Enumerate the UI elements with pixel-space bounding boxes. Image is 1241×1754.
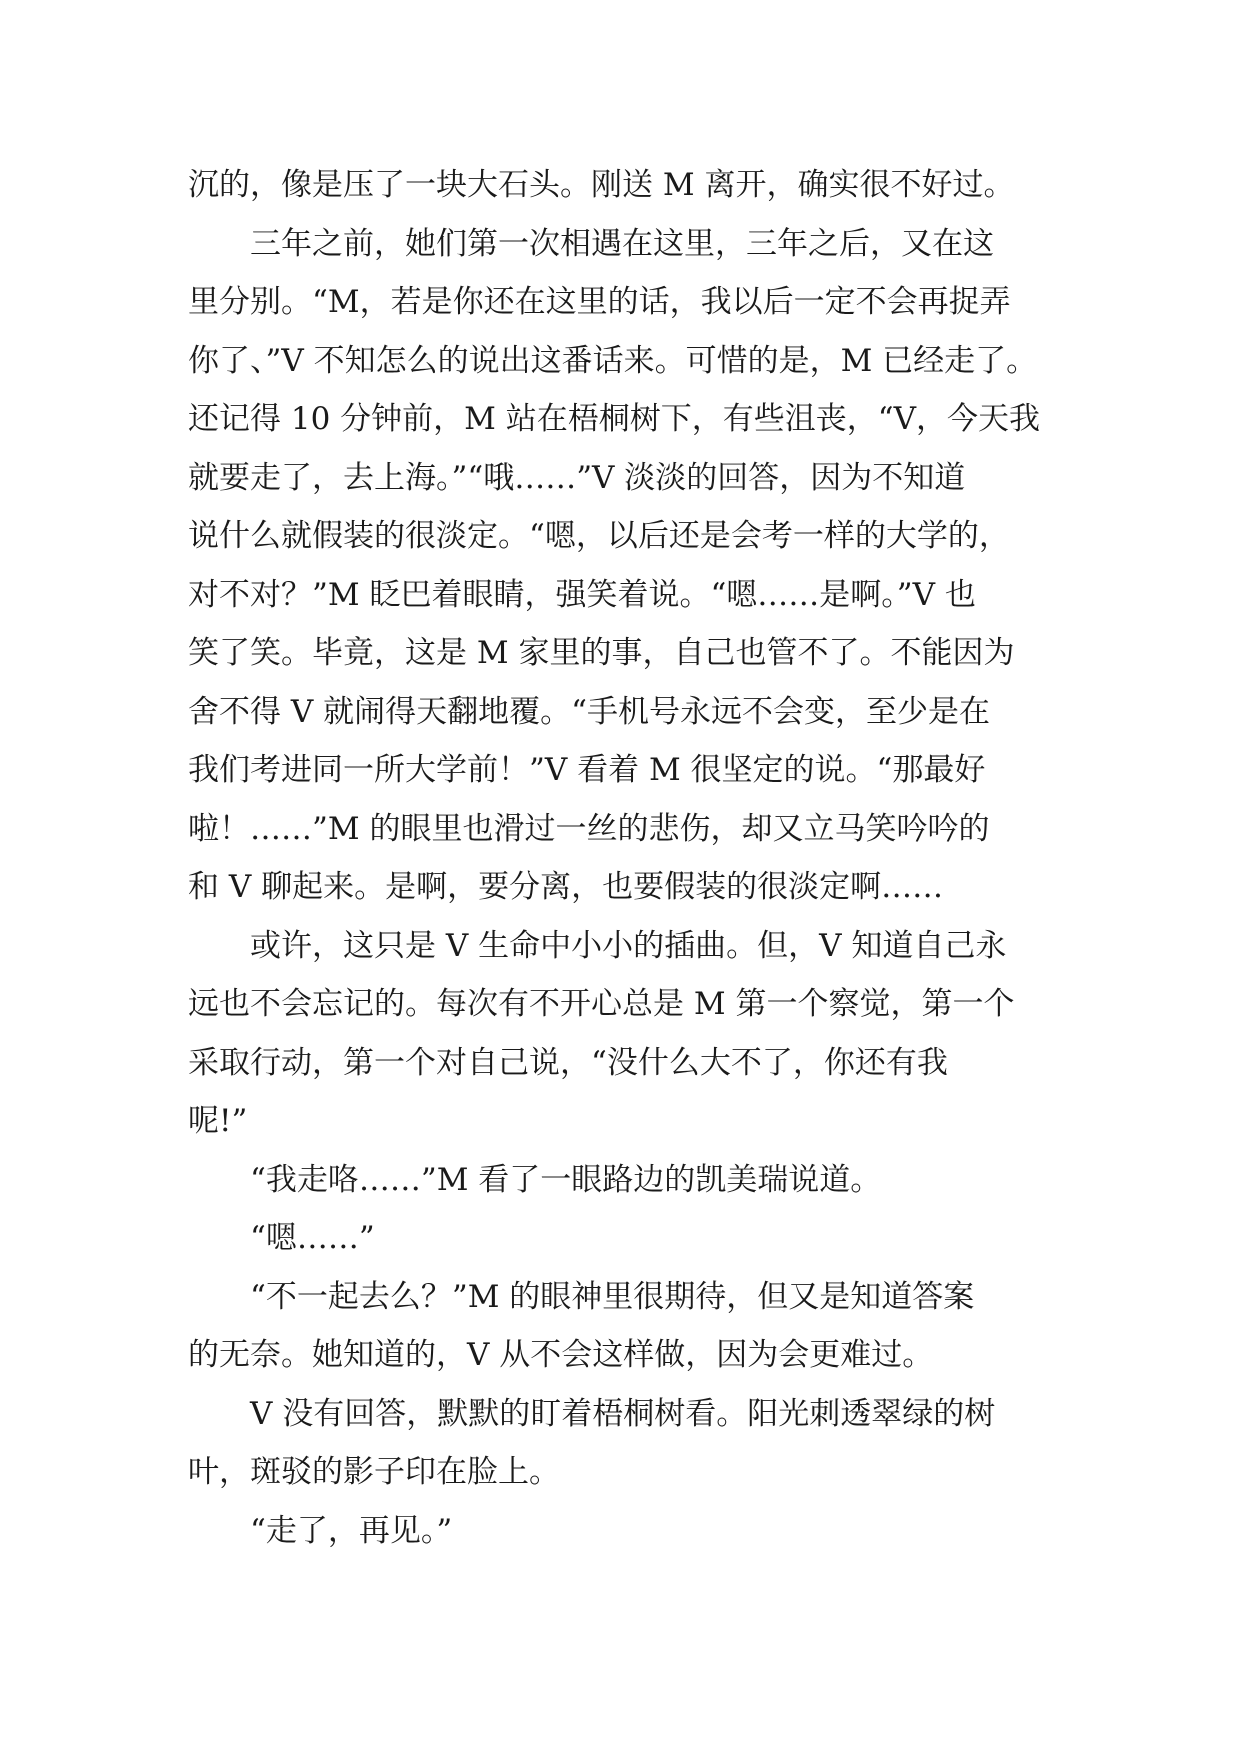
text-line: 呢!” <box>188 1103 248 1139</box>
text-line: 叶，斑驳的影子印在脸上。 <box>188 1454 560 1490</box>
text-line: 就要走了，去上海。”“哦……”V 淡淡的回答，因为不知道 <box>188 459 966 496</box>
text-line: 你了、”V 不知怎么的说出这番话来。可惜的是，M 已经走了。 <box>188 342 1038 379</box>
text-line: 的无奈。她知道的，V 从不会这样做，因为会更难过。 <box>188 1337 934 1373</box>
paragraph-start-line: 或许，这只是 V 生命中小小的插曲。但，V 知道自己永 <box>250 927 1007 964</box>
paragraph-start-line: V 没有回答，默默的盯着梧桐树看。阳光刺透翠绿的树 <box>250 1395 996 1432</box>
dialogue-line: “走了，再见。” <box>250 1512 453 1549</box>
dialogue-line: “不一起去么？”M 的眼神里很期待，但又是知道答案 <box>250 1278 975 1315</box>
dialogue-line: “嗯……” <box>250 1220 375 1256</box>
text-line: 笑了笑。毕竟，这是 M 家里的事，自己也管不了。不能因为 <box>188 635 1015 671</box>
text-line: 远也不会忘记的。每次有不开心总是 M 第一个察觉，第一个 <box>188 986 1015 1022</box>
text-line: 说什么就假装的很淡定。“嗯，以后还是会考一样的大学的， <box>188 518 1010 554</box>
text-line: 沉的，像是压了一块大石头。刚送 M 离开，确实很不好过。 <box>188 167 1015 203</box>
body-text <box>188 156 1068 1560</box>
text-line: 和 V 聊起来。是啊，要分离，也要假装的很淡定啊…… <box>188 869 944 905</box>
text-line: 还记得 10 分钟前，M 站在梧桐树下，有些沮丧，“V，今天我 <box>188 401 1040 437</box>
text-line: 我们考进同一所大学前！”V 看着 M 很坚定的说。“那最好 <box>188 752 986 788</box>
text-line: 啦！……”M 的眼里也滑过一丝的悲伤，却又立马笑吟吟的 <box>188 810 990 847</box>
text-line: 舍不得 V 就闹得天翻地覆。“手机号永远不会变，至少是在 <box>188 693 990 730</box>
dialogue-line: “我走咯……”M 看了一眼路边的凯美瑞说道。 <box>250 1161 882 1198</box>
paragraph-start-line: 三年之前，她们第一次相遇在这里，三年之后，又在这 <box>250 225 994 262</box>
text-line: 里分别。“M，若是你还在这里的话，我以后一定不会再捉弄 <box>188 284 1011 320</box>
text-line: 采取行动，第一个对自己说，“没什么大不了，你还有我 <box>188 1044 948 1081</box>
text-line: 对不对？”M 眨巴着眼睛，强笑着说。“嗯……是啊。”V 也 <box>188 576 976 613</box>
